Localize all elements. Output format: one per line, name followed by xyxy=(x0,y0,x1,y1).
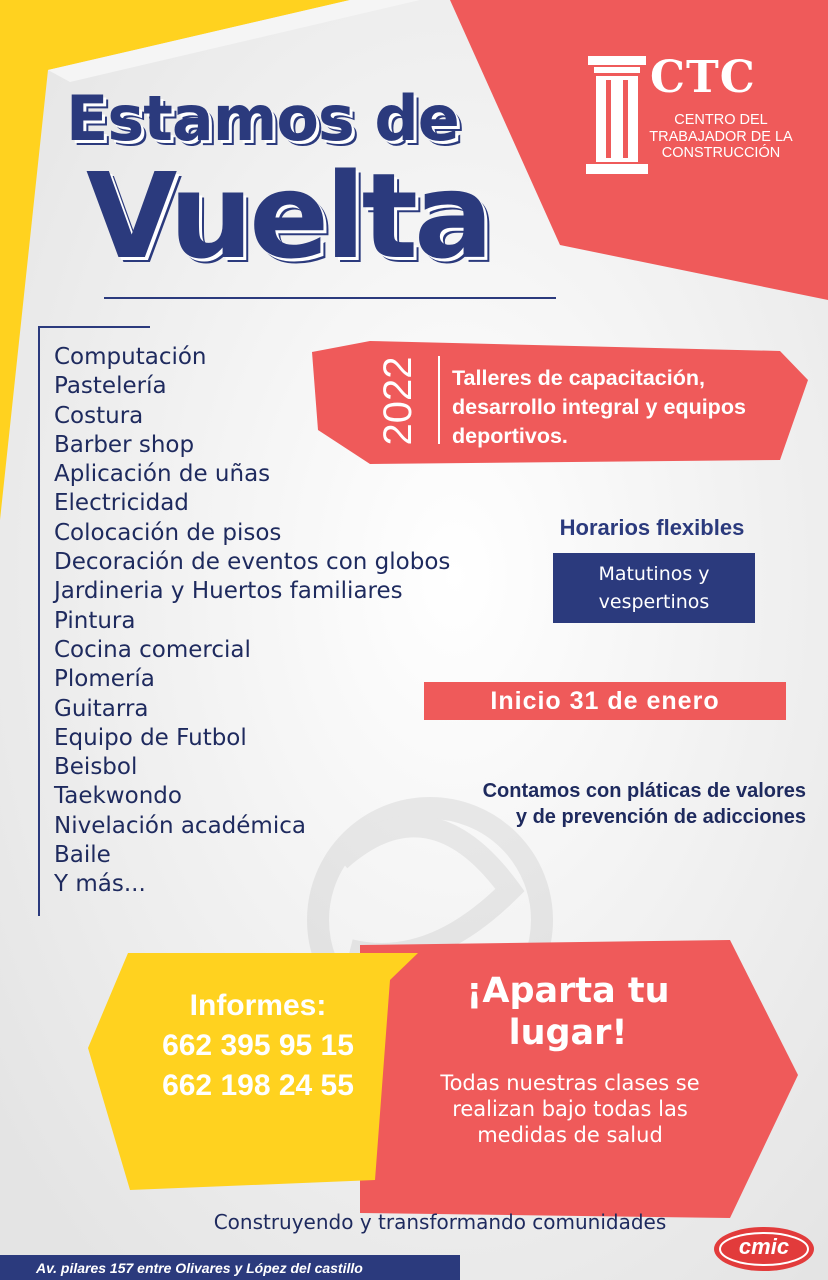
brand-full-name: CENTRO DEL TRABAJADOR DE LA CONSTRUCCIÓN xyxy=(649,112,793,161)
course-item: Barber shop xyxy=(54,431,195,458)
course-item: Decoración de eventos con globos xyxy=(54,549,451,576)
start-date: Inicio 31 de enero xyxy=(490,687,720,715)
schedule-shifts-text: Matutinos y vespertinos xyxy=(598,563,710,613)
sponsor-name: cmic xyxy=(738,1234,790,1259)
cta-title: ¡Aparta tu lugar! xyxy=(466,971,670,1053)
course-item: Aplicación de uñas xyxy=(54,461,271,488)
footer-slogan: Construyendo y transformando comunidades xyxy=(213,1210,667,1234)
schedule-shifts xyxy=(553,553,755,623)
course-item: Computación xyxy=(54,344,207,370)
cta-note: Todas nuestras clases se realizan bajo todas las medidas de salud xyxy=(440,1071,700,1147)
course-item: Costura xyxy=(54,402,144,429)
course-item: Baile xyxy=(54,842,111,869)
headline-line-1: Estamos de xyxy=(66,82,459,155)
course-item: Pintura xyxy=(54,607,136,634)
course-item: Guitarra xyxy=(54,695,149,722)
banner-text: Talleres de capacitación, desarrollo integral y equipos deportivos. xyxy=(452,366,746,448)
course-item: Cocina comercial xyxy=(54,636,251,663)
course-item: Beisbol xyxy=(54,754,138,781)
phone-number: 662 395 95 15 xyxy=(162,1029,354,1062)
banner-year-container xyxy=(372,356,424,446)
phone-number: 662 198 24 55 xyxy=(162,1069,354,1102)
course-item: Pastelería xyxy=(54,373,167,400)
banner-divider xyxy=(438,356,440,444)
course-item: Plomería xyxy=(54,666,155,693)
course-item: Jardineria y Huertos familiares xyxy=(54,578,403,605)
course-item: Y más... xyxy=(54,871,146,898)
brand-acronym: CTC xyxy=(650,52,756,103)
course-item: Equipo de Futbol xyxy=(54,724,247,751)
headline-line-2: Vuelta xyxy=(86,147,490,285)
contact-label: Informes: xyxy=(189,989,327,1022)
talks-text: Contamos con pláticas de valores y de prevención de adicciones xyxy=(482,780,806,828)
course-item: Electricidad xyxy=(54,490,189,517)
headline-divider xyxy=(104,297,556,299)
banner-year: 2022 xyxy=(376,356,420,446)
footer-address: Av. pilares 157 entre Olivares y López del castillo xyxy=(36,1260,363,1276)
course-item: Nivelación académica xyxy=(54,812,306,839)
contact-block xyxy=(130,986,386,1106)
course-item: Taekwondo xyxy=(54,783,182,810)
course-item: Colocación de pisos xyxy=(54,519,282,546)
schedule-title: Horarios flexibles xyxy=(559,515,745,540)
